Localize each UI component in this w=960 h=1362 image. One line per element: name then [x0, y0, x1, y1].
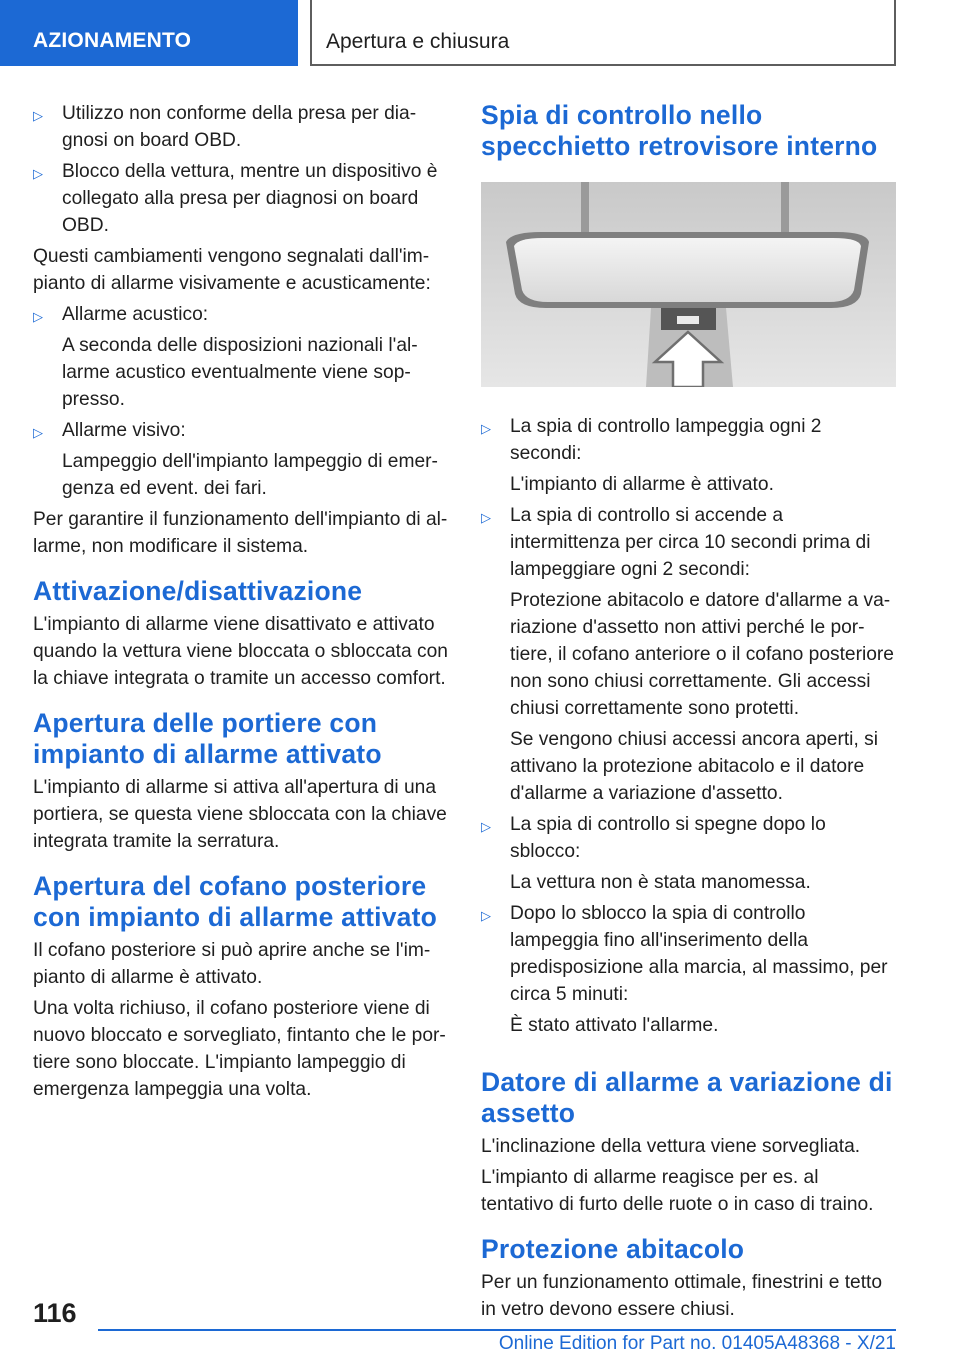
rearview-mirror-image: [481, 182, 896, 387]
right-column: [481, 100, 896, 1327]
triangle-bullet-icon: ▷: [481, 421, 491, 436]
rearview-mirror-illustration: [481, 182, 896, 387]
heading-activation: Attivazione/disattivazione: [33, 576, 363, 606]
list-item-text: Utilizzo non conforme della presa per dia-gnosi on board OBD.: [62, 103, 417, 151]
list-item: [33, 158, 448, 239]
list-item-detail: A seconda delle disposizioni nazionali l'al-larme acustico eventualmente viene sop-presso.: [62, 335, 418, 410]
section-tab: AZIONAMENTO: [0, 0, 298, 66]
list-item-detail: Lampeggio dell'impianto lampeggio di emer-genza ed event. dei fari.: [62, 451, 438, 499]
list-item: [33, 100, 448, 154]
list-item-detail: La vettura non è stata manomessa.: [510, 872, 811, 893]
heading-cabin: Protezione abitacolo: [481, 1234, 745, 1264]
note-paragraph: Per garantire il funzionamento dell'impianto di al-larme, non modificare il sistema.: [33, 509, 448, 557]
list-item-indicator-1: [481, 413, 896, 498]
trunk-paragraph-1: Il cofano posteriore si può aprire anche se l'im-pianto di allarme è attivato.: [33, 940, 431, 988]
triangle-bullet-icon: ▷: [33, 166, 43, 181]
list-item-detail: L'impianto di allarme è attivato.: [510, 474, 774, 495]
heading-indicator: Spia di controllo nello specchietto retrovisore interno: [481, 100, 878, 161]
footer-divider: [98, 1329, 896, 1331]
list-item-acoustic: [33, 301, 448, 413]
chapter-title: Apertura e chiusura: [326, 30, 510, 53]
list-item-indicator-4: [481, 900, 896, 1039]
left-column: [33, 100, 448, 1107]
doors-paragraph: L'impianto di allarme si attiva all'apertura di una portiera, se questa viene sbloccata con la chiave integrata tramite la serratura.: [33, 777, 447, 852]
tilt-paragraph-1: L'inclinazione della vettura viene sorvegliata.: [481, 1136, 861, 1157]
triangle-bullet-icon: ▷: [481, 819, 491, 834]
heading-doors: Apertura delle portiere con impianto di allarme attivato: [33, 708, 382, 769]
list-item-detail: Protezione abitacolo e datore d'allarme a va-riazione d'assetto non attivi perché le por-tiere, il cofano anteriore o il cofano posteriore non sono chiusi correttamente. Gli accessi chiusi correttamente sono protetti.: [510, 590, 894, 719]
triangle-bullet-icon: ▷: [481, 510, 491, 525]
list-item-title: La spia di controllo lampeggia ogni 2 secondi:: [510, 416, 822, 464]
list-item-text: Blocco della vettura, mentre un dispositivo è collegato alla presa per diagnosi on board OBD.: [62, 161, 438, 236]
tilt-paragraph-2: L'impianto di allarme reagisce per es. al tentativo di furto delle ruote o in caso di traino.: [481, 1167, 874, 1215]
list-item-title: Dopo lo sblocco la spia di controllo lampeggia fino all'inserimento della predisposizione alla marcia, al massimo, per circa 5 minuti:: [510, 903, 888, 1005]
list-item-detail: È stato attivato l'allarme.: [510, 1015, 719, 1036]
intro-paragraph: Questi cambiamenti vengono segnalati dall'im-pianto di allarme visivamente e acusticamente:: [33, 246, 431, 294]
list-item-indicator-3: [481, 811, 896, 896]
triangle-bullet-icon: ▷: [33, 425, 43, 440]
page-number: 116: [33, 1298, 77, 1328]
activation-paragraph: L'impianto di allarme viene disattivato e attivato quando la vettura viene bloccata o sbloccata con la chiave integrata o tramite un accesso comfort.: [33, 614, 448, 689]
trunk-paragraph-2: Una volta richiuso, il cofano posteriore viene di nuovo bloccato e sorvegliato, fintanto che le por-tiere sono bloccate. L'impianto lampeggio di emergenza lampeggia una volta.: [33, 998, 446, 1100]
list-item-title: Allarme visivo:: [62, 420, 186, 441]
cabin-paragraph: Per un funzionamento ottimale, finestrini e tetto in vetro devono essere chiusi.: [481, 1272, 883, 1320]
list-item-title: La spia di controllo si spegne dopo lo sblocco:: [510, 814, 826, 862]
triangle-bullet-icon: ▷: [33, 309, 43, 324]
list-item-detail: Se vengono chiusi accessi ancora aperti, si attivano la protezione abitacolo e il datore d'allarme a variazione d'assetto.: [510, 729, 878, 804]
list-item-title: La spia di controllo si accende a intermittenza per circa 10 secondi prima di lampeggiare ogni 2 secondi:: [510, 505, 871, 580]
list-item-title: Allarme acustico:: [62, 304, 209, 325]
footer-edition: Online Edition for Part no. 01405A48368 - X/21: [498, 1333, 896, 1354]
triangle-bullet-icon: ▷: [481, 908, 491, 923]
triangle-bullet-icon: ▷: [33, 108, 43, 123]
heading-tilt: Datore di allarme a variazione di assetto: [481, 1067, 893, 1128]
list-item-visual: [33, 417, 448, 502]
heading-trunk: Apertura del cofano posteriore con impianto di allarme attivato: [33, 871, 437, 932]
list-item-indicator-2: [481, 502, 896, 807]
